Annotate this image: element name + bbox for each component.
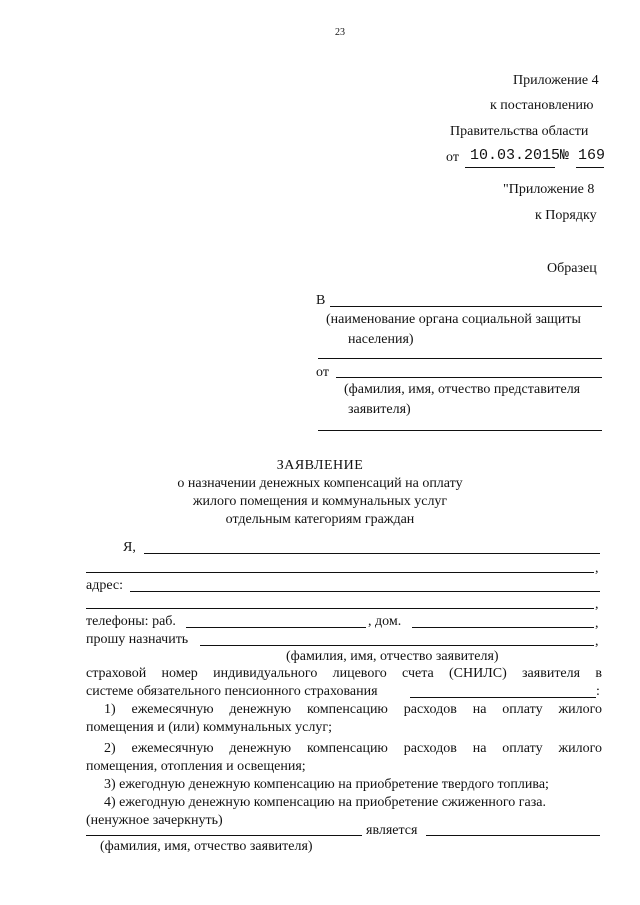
- header-date-underline: [465, 167, 555, 168]
- form-address-line: [130, 591, 600, 592]
- header-number: 169: [578, 147, 606, 164]
- header-number-sign: №: [560, 147, 570, 164]
- header-date: 10.03.2015: [470, 147, 561, 164]
- form-phone-home-line: [412, 627, 594, 628]
- addressee-to-hint-2: населения): [348, 332, 414, 347]
- form-address-line-2: [86, 608, 594, 609]
- header-from-label: от: [446, 150, 459, 165]
- form-phones-label: телефоны: раб.: [86, 614, 176, 629]
- form-i-label: Я,: [123, 540, 136, 555]
- form-cross-out-note: (ненужное зачеркнуть): [86, 813, 223, 828]
- addressee-to-line: [330, 306, 602, 307]
- addressee-to-label: В: [316, 293, 326, 308]
- appendix-order-line: к Порядку: [535, 208, 597, 223]
- form-item-2-line-2: помещения, отопления и освещения;: [86, 759, 306, 774]
- form-item-1-line-2: помещения и (или) коммунальных услуг;: [86, 720, 332, 735]
- page-number: 23: [335, 27, 345, 38]
- addressee-to-hint-1: (наименование органа социальной защиты: [326, 312, 581, 327]
- form-address-label: адрес:: [86, 578, 124, 593]
- title-line-1: о назначении денежных компенсаций на оплату: [177, 476, 463, 491]
- header-resolution-line: к постановлению: [490, 98, 594, 113]
- title-line-3: отдельным категориям граждан: [225, 512, 415, 527]
- header-government-line: Правительства области: [450, 124, 589, 139]
- form-i-comma: ,: [595, 561, 599, 576]
- title-line-2: жилого помещения и коммунальных услуг: [192, 494, 448, 509]
- form-snils-line: [410, 697, 596, 698]
- form-i-line: [144, 553, 600, 554]
- form-fio-hint: (фамилия, имя, отчество заявителя): [286, 649, 499, 664]
- form-item-2-line-1: 2) ежемесячную денежную компенсацию расходов на оплату жилого: [104, 741, 602, 756]
- form-item-1-line-1: 1) ежемесячную денежную компенсацию расходов на оплату жилого: [104, 702, 602, 717]
- form-item-3: 3) ежегодную денежную компенсацию на приобретение твердого топлива;: [104, 777, 549, 792]
- document-heading: ЗАЯВЛЕНИЕ: [276, 458, 364, 473]
- addressee-from-hint-2: заявителя): [348, 402, 411, 417]
- form-request-comma: ,: [595, 634, 599, 649]
- addressee-from-hint-1: (фамилия, имя, отчество представителя: [344, 382, 581, 397]
- form-snils-line-1: страховой номер индивидуального лицевого счета (СНИЛС) заявителя в: [86, 666, 602, 681]
- form-phone-work-line: [186, 627, 366, 628]
- header-number-underline: [576, 167, 604, 168]
- addressee-from-line-2: [318, 430, 602, 431]
- header-appendix-line: Приложение 4: [513, 73, 599, 88]
- form-is-right-line: [426, 835, 600, 836]
- addressee-to-line-2: [318, 358, 602, 359]
- appendix-8-line: "Приложение 8: [503, 182, 595, 197]
- form-request-line: [200, 645, 594, 646]
- form-item-4: 4) ежегодную денежную компенсацию на приобретение сжиженного газа.: [104, 795, 546, 810]
- addressee-from-line: [336, 377, 602, 378]
- form-is-left-line: [86, 835, 362, 836]
- form-phones-comma: ,: [595, 616, 599, 631]
- form-snils-colon: :: [596, 684, 600, 699]
- form-snils-line-2: системе обязательного пенсионного страхования: [86, 684, 378, 699]
- sample-label: Образец: [547, 261, 597, 276]
- form-phone-home-label: , дом.: [368, 614, 402, 629]
- form-fio-hint-2: (фамилия, имя, отчество заявителя): [100, 839, 313, 854]
- form-address-comma: ,: [595, 597, 599, 612]
- form-request-label: прошу назначить: [86, 632, 189, 647]
- form-i-line-2: [86, 572, 594, 573]
- addressee-from-label: от: [316, 365, 329, 380]
- form-is-label: является: [366, 823, 418, 838]
